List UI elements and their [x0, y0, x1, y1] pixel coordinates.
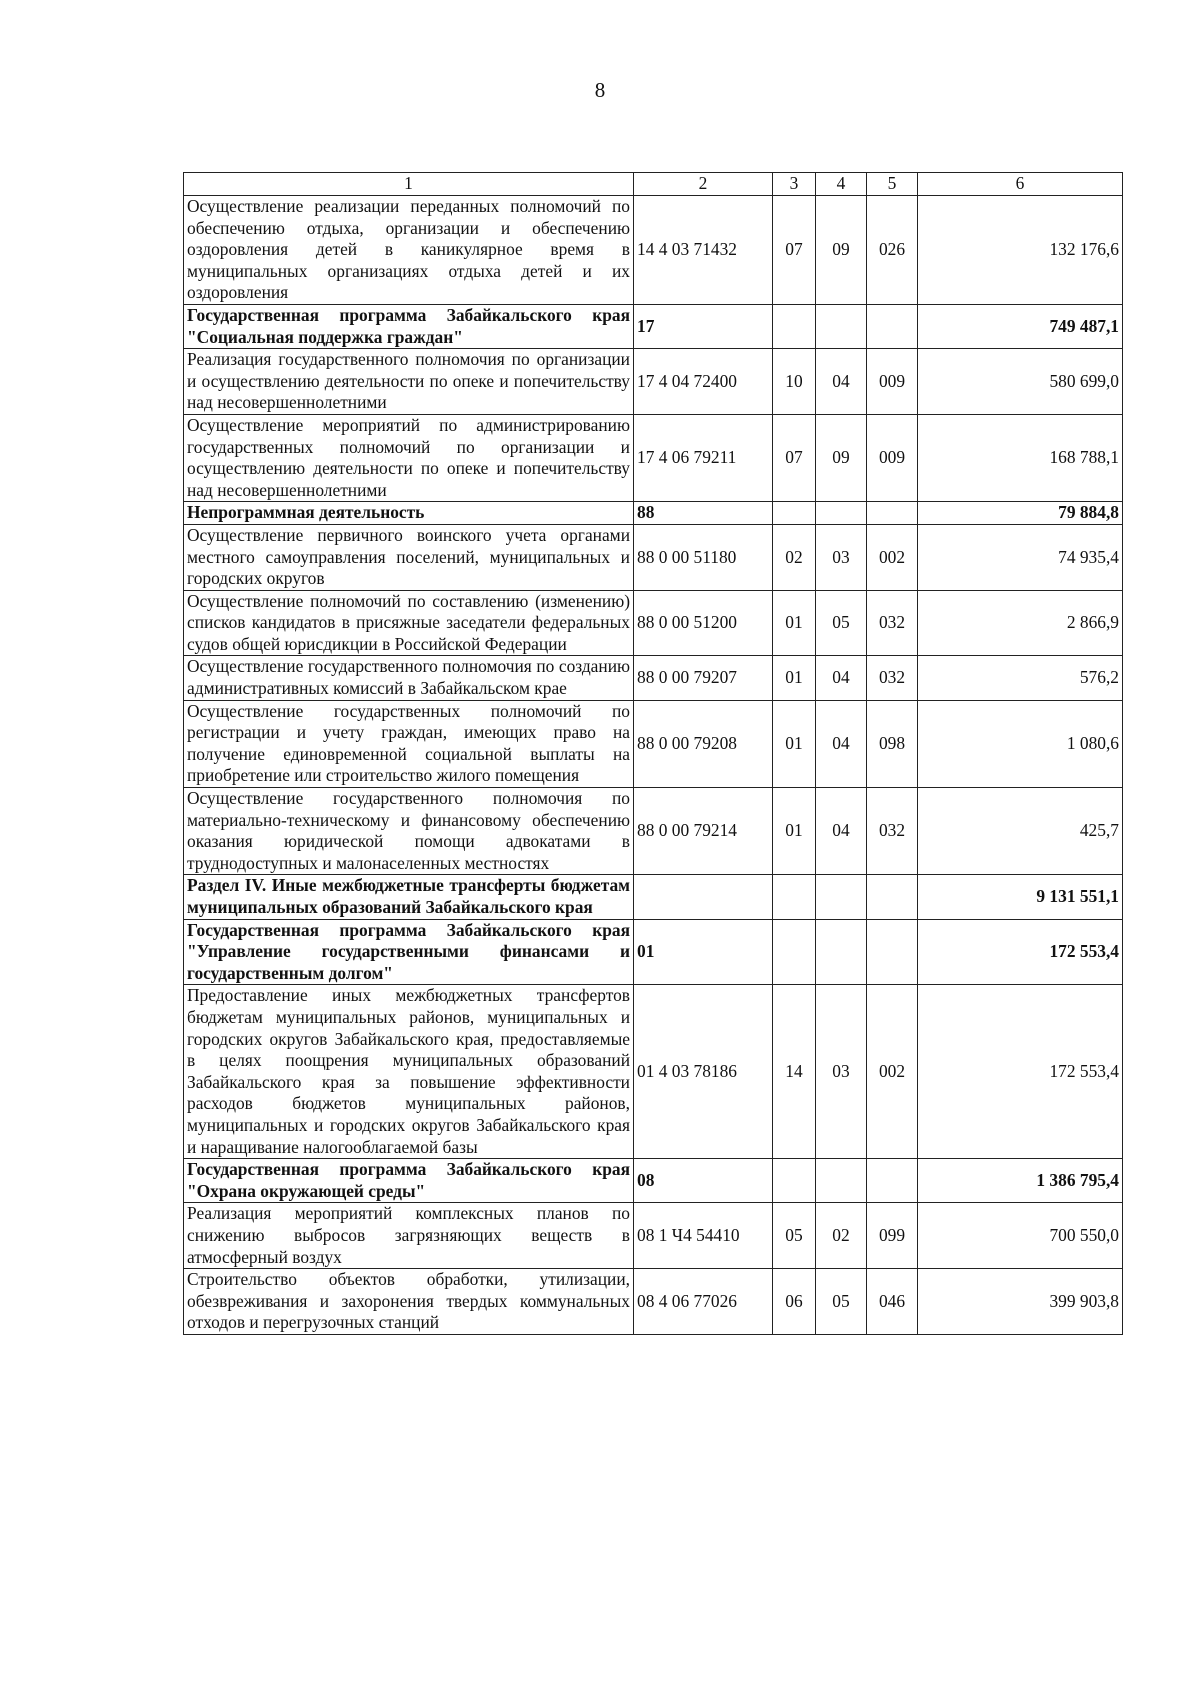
row-subsection: 04	[816, 700, 867, 787]
row-section	[773, 919, 816, 985]
row-subsection: 09	[816, 196, 867, 305]
row-name: Осуществление первичного воинского учета органами местного самоуправления поселений, муниципальных и городских округов	[184, 524, 634, 590]
row-name: Реализация мероприятий комплексных планов по снижению выбросов загрязняющих веществ в атмосферный воздух	[184, 1203, 634, 1269]
row-amount: 79 884,8	[918, 502, 1123, 525]
row-expense-type: 009	[867, 414, 918, 501]
table-row	[184, 524, 1123, 590]
table-row	[184, 349, 1123, 415]
budget-table	[183, 172, 1123, 1335]
row-name: Осуществление государственного полномочия по материально-техническому и финансовому обеспечению оказания юридической помощи адвокатами в труднодоступных и малонаселенных местностях	[184, 788, 634, 875]
column-header: 2	[634, 173, 773, 196]
row-code: 01 4 03 78186	[634, 985, 773, 1159]
column-header: 6	[918, 173, 1123, 196]
table-row	[184, 919, 1123, 985]
row-subsection	[816, 875, 867, 919]
row-amount: 700 550,0	[918, 1203, 1123, 1269]
row-code	[634, 875, 773, 919]
row-code: 88 0 00 79214	[634, 788, 773, 875]
row-subsection: 03	[816, 524, 867, 590]
row-amount: 172 553,4	[918, 985, 1123, 1159]
row-expense-type: 009	[867, 349, 918, 415]
page-number: 8	[594, 78, 606, 102]
row-section	[773, 875, 816, 919]
row-expense-type	[867, 875, 918, 919]
row-name: Раздел IV. Иные межбюджетные трансферты бюджетам муниципальных образований Забайкальского края	[184, 875, 634, 919]
row-code: 88 0 00 51180	[634, 524, 773, 590]
table-row	[184, 196, 1123, 305]
row-amount: 580 699,0	[918, 349, 1123, 415]
row-name: Непрограммная деятельность	[184, 502, 634, 525]
row-code: 01	[634, 919, 773, 985]
row-code: 88 0 00 79207	[634, 656, 773, 700]
row-expense-type: 002	[867, 985, 918, 1159]
table-row	[184, 414, 1123, 501]
row-amount: 749 487,1	[918, 304, 1123, 348]
table-row	[184, 875, 1123, 919]
row-section: 07	[773, 414, 816, 501]
row-expense-type	[867, 502, 918, 525]
row-amount: 172 553,4	[918, 919, 1123, 985]
table-row	[184, 304, 1123, 348]
table-row	[184, 1269, 1123, 1335]
row-section	[773, 1159, 816, 1203]
row-name: Осуществление полномочий по составлению (изменению) списков кандидатов в присяжные заседатели федеральных судов общей юрисдикции в Российской Федерации	[184, 590, 634, 656]
row-code: 88 0 00 79208	[634, 700, 773, 787]
table-row	[184, 502, 1123, 525]
row-name: Осуществление мероприятий по администрированию государственных полномочий по организации и осуществлению деятельности по опеке и попечительству над несовершеннолетними	[184, 414, 634, 501]
row-section: 10	[773, 349, 816, 415]
row-name: Государственная программа Забайкальского края "Социальная поддержка граждан"	[184, 304, 634, 348]
row-subsection: 04	[816, 349, 867, 415]
row-section: 06	[773, 1269, 816, 1335]
row-code: 08	[634, 1159, 773, 1203]
row-expense-type: 032	[867, 788, 918, 875]
row-section	[773, 502, 816, 525]
row-name: Государственная программа Забайкальского края "Охрана окружающей среды"	[184, 1159, 634, 1203]
row-section: 07	[773, 196, 816, 305]
row-amount: 425,7	[918, 788, 1123, 875]
row-expense-type	[867, 1159, 918, 1203]
row-expense-type: 032	[867, 590, 918, 656]
row-expense-type	[867, 304, 918, 348]
table-header-row	[184, 173, 1123, 196]
row-code: 08 1 Ч4 54410	[634, 1203, 773, 1269]
row-subsection	[816, 502, 867, 525]
row-code: 17	[634, 304, 773, 348]
table-row	[184, 700, 1123, 787]
row-subsection	[816, 919, 867, 985]
row-amount: 74 935,4	[918, 524, 1123, 590]
row-name: Строительство объектов обработки, утилизации, обезвреживания и захоронения твердых коммунальных отходов и перегрузочных станций	[184, 1269, 634, 1335]
row-code: 17 4 04 72400	[634, 349, 773, 415]
row-name: Осуществление государственных полномочий по регистрации и учету граждан, имеющих право на получение единовременной социальной выплаты на приобретение или строительство жилого помещения	[184, 700, 634, 787]
row-expense-type: 002	[867, 524, 918, 590]
table-row	[184, 590, 1123, 656]
row-subsection	[816, 304, 867, 348]
row-subsection: 09	[816, 414, 867, 501]
row-section: 01	[773, 656, 816, 700]
row-amount: 9 131 551,1	[918, 875, 1123, 919]
row-amount: 576,2	[918, 656, 1123, 700]
column-header: 1	[184, 173, 634, 196]
row-code: 17 4 06 79211	[634, 414, 773, 501]
row-subsection: 03	[816, 985, 867, 1159]
row-subsection: 04	[816, 788, 867, 875]
row-subsection	[816, 1159, 867, 1203]
row-code: 88 0 00 51200	[634, 590, 773, 656]
row-expense-type: 099	[867, 1203, 918, 1269]
row-name: Реализация государственного полномочия по организации и осуществлению деятельности по опеке и попечительству над несовершеннолетними	[184, 349, 634, 415]
row-name: Осуществление реализации переданных полномочий по обеспечению отдыха, организации и обеспечению оздоровления детей в каникулярное время в муниципальных организациях отдыха детей и их оздоровления	[184, 196, 634, 305]
column-header: 4	[816, 173, 867, 196]
row-section: 01	[773, 700, 816, 787]
table-row	[184, 985, 1123, 1159]
row-expense-type: 026	[867, 196, 918, 305]
row-name: Осуществление государственного полномочия по созданию административных комиссий в Забайкальском крае	[184, 656, 634, 700]
table-row	[184, 656, 1123, 700]
row-expense-type: 046	[867, 1269, 918, 1335]
row-amount: 1 080,6	[918, 700, 1123, 787]
column-header: 5	[867, 173, 918, 196]
row-section: 05	[773, 1203, 816, 1269]
table-row	[184, 1159, 1123, 1203]
column-header: 3	[773, 173, 816, 196]
row-code: 14 4 03 71432	[634, 196, 773, 305]
row-section: 14	[773, 985, 816, 1159]
row-subsection: 04	[816, 656, 867, 700]
row-subsection: 05	[816, 1269, 867, 1335]
row-amount: 132 176,6	[918, 196, 1123, 305]
row-section: 01	[773, 788, 816, 875]
row-code: 08 4 06 77026	[634, 1269, 773, 1335]
row-expense-type: 098	[867, 700, 918, 787]
row-name: Предоставление иных межбюджетных трансфертов бюджетам муниципальных районов, муниципальных и городских округов Забайкальского края, предоставляемые в целях поощрения муниципальных образований Забайкальского края за повышение эффективности расходов бюджетов муниципальных районов, муниципальных и городских округов Забайкальского края и наращивание налогооблагаемой базы	[184, 985, 634, 1159]
row-subsection: 05	[816, 590, 867, 656]
row-expense-type: 032	[867, 656, 918, 700]
row-amount: 168 788,1	[918, 414, 1123, 501]
row-amount: 399 903,8	[918, 1269, 1123, 1335]
table-row	[184, 788, 1123, 875]
row-name: Государственная программа Забайкальского края "Управление государственными финансами и государственным долгом"	[184, 919, 634, 985]
row-amount: 1 386 795,4	[918, 1159, 1123, 1203]
row-amount: 2 866,9	[918, 590, 1123, 656]
row-section: 01	[773, 590, 816, 656]
row-expense-type	[867, 919, 918, 985]
table-row	[184, 1203, 1123, 1269]
row-subsection: 02	[816, 1203, 867, 1269]
row-code: 88	[634, 502, 773, 525]
row-section	[773, 304, 816, 348]
row-section: 02	[773, 524, 816, 590]
